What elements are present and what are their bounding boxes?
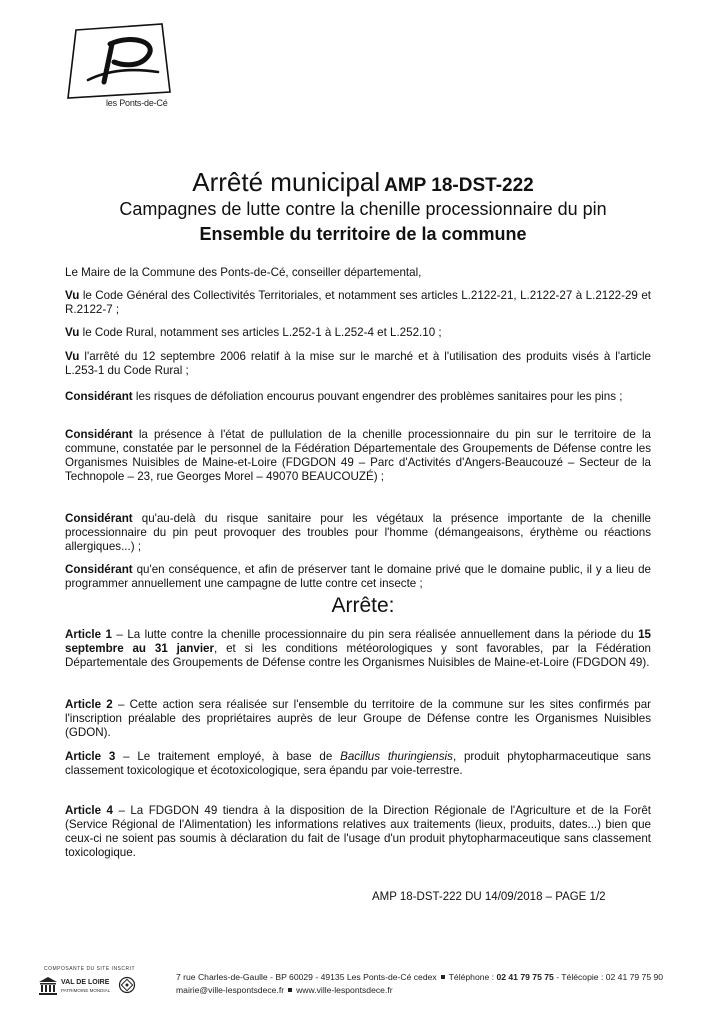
val-de-loire-label: VAL DE LOIRE [61, 979, 110, 986]
val-de-loire-sub: PATRIMOINE MONDIAL [61, 988, 111, 993]
article-4: Article 4 – La FDGDON 49 tiendra à la disposition de la Direction Régionale de l'Agriculture et de la Forêt (Service Régional de l'Alimentation) les informations relatives aux traitements (lieux, produits, dates...) bien que ceux-ci ne soient pas soumis à déclaration du fait de l'usage d'un produit phytopharmaceutique sans classement toxicologique. [65, 804, 651, 859]
title-text: Arrêté municipal [192, 167, 381, 197]
fax: - Télécopie : 02 41 79 75 90 [553, 972, 664, 982]
phone-label: Téléphone : [448, 972, 497, 982]
contact-line-2 [176, 984, 663, 997]
arrete-heading: Arrête: [331, 594, 395, 617]
heritage-badge [34, 966, 149, 1006]
contact-info [176, 971, 663, 997]
unesco-label: COMPOSANTE DU SITE INSCRIT [44, 966, 136, 972]
considerant-paragraph-2: Considérant la présence à l'état de pullulation de la chenille processionnaire du pin sur le territoire de la commune, constatée par le personnel de la Fédération Départementale des Groupements de Défense contre les Organismes Nuisibles de Maine-et-Loire (FDGDON 49 – Parc d'Activités d'Angers-Beaucouzé – Secteur de la Technopole – 23, rue Georges Morel – 49070 BEAUCOUZÉ) ; [65, 428, 651, 483]
town-logo [62, 22, 182, 134]
page-title [0, 167, 726, 198]
vu-paragraph-1: Vu le Code Général des Collectivités Territoriales, et notamment ses articles L.2122-21, L.2122-27 à L.2122-29 et R.2122-7 ; [65, 289, 651, 316]
article-1: Article 1 – La lutte contre la chenille processionnaire du pin sera réalisée annuellement dans la période du 15 septembre au 31 janvier, et si les conditions météorologiques y sont favorables, par la Fédération Départementale des Groupements de Défense contre les Organismes Nuisibles de Maine-et-Loire (FDGDON 49). [65, 628, 651, 669]
phone-number[interactable]: 02 41 79 75 75 [496, 972, 554, 982]
email-link[interactable]: mairie@ville-lespontsdece.fr [176, 985, 285, 995]
unesco-temple-icon [38, 976, 58, 996]
vu-paragraph-3: Vu l'arrêté du 12 septembre 2006 relatif à la mise sur le marché et à l'utilisation des produits visés à l'article L.253-1 du Code Rural ; [65, 350, 651, 377]
website-link[interactable]: www.ville-lespontsdece.fr [296, 985, 393, 995]
world-heritage-emblem-icon [118, 976, 136, 994]
logo-mark-icon [62, 22, 182, 102]
page-reference: AMP 18-DST-222 DU 14/09/2018 – PAGE 1/2 [372, 891, 606, 903]
considerant-paragraph-3: Considérant qu'au-delà du risque sanitaire pour les végétaux la présence importante de la chenille processionnaire du pin peut provoquer des troubles pour l'homme (démangeaisons, érythème ou réactions allergiques...) ; [65, 512, 651, 553]
bullet-square-icon [441, 975, 445, 979]
considerant-paragraph-1: Considérant les risques de défoliation encourus pouvant engendrer des problèmes sanitaires pour les pins ; [65, 390, 623, 403]
decree-code: AMP 18-DST-222 [384, 175, 534, 196]
logo-text: les Ponts-de-Cé [106, 98, 168, 108]
subtitle: Campagnes de lutte contre la chenille processionnaire du pin [119, 199, 607, 219]
subtitle-bold: Ensemble du territoire de la commune [199, 224, 527, 244]
intro-paragraph: Le Maire de la Commune des Ponts-de-Cé, conseiller départemental, [65, 266, 422, 279]
address: 7 rue Charles-de-Gaulle - BP 60029 - 49135 Les Ponts-de-Cé cedex [176, 972, 437, 982]
contact-line-1 [176, 971, 663, 984]
article-2: Article 2 – Cette action sera réalisée sur l'ensemble du territoire de la commune sur les sites confirmés par l'inscription préalable des propriétaires auprès de leur Groupe de Défense contre les Organismes Nuisibles (GDON). [65, 698, 651, 739]
article-3: Article 3 – Le traitement employé, à base de Bacillus thuringiensis, produit phytopharmaceutique sans classement toxicologique et écotoxicologique, sera épandu par voie-terrestre. [65, 750, 651, 777]
vu-paragraph-2: Vu le Code Rural, notamment ses articles L.252-1 à L.252-4 et L.252.10 ; [65, 326, 442, 339]
considerant-paragraph-4: Considérant qu'en conséquence, et afin de préserver tant le domaine privé que le domaine public, il y a lieu de programmer annuellement une campagne de lutte contre cet insecte ; [65, 563, 651, 590]
bullet-square-icon [288, 988, 292, 992]
